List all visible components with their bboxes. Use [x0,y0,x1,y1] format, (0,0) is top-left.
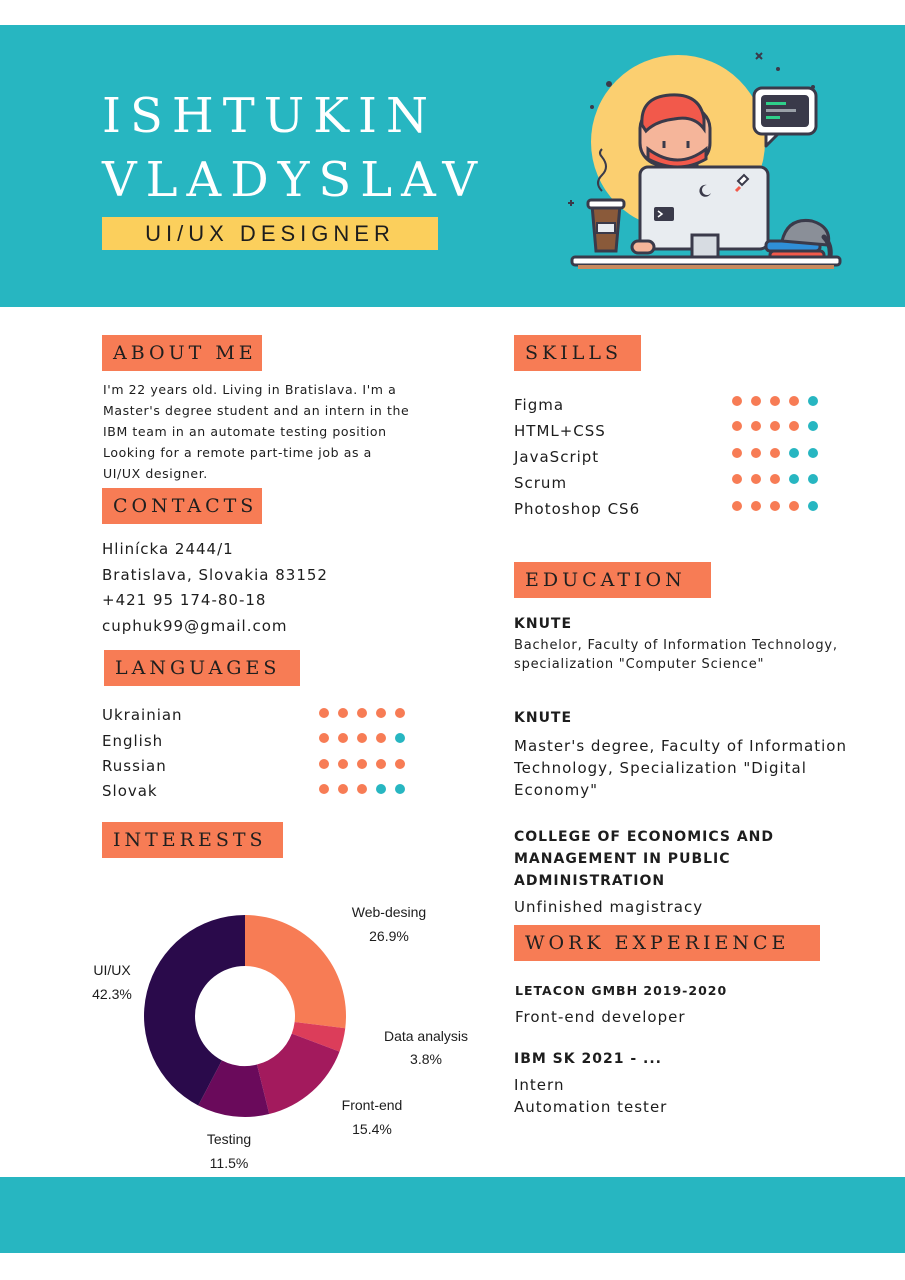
rating-dot-filled [770,474,780,484]
about-text: I'm 22 years old. Living in Bratislava. I'm a Master's degree student and an intern in the IBM team in an automate testing position Looking for a remote part-time job as a UI/UX designer. [103,382,410,481]
skill-name: JavaScript [514,448,600,466]
contacts-title: CONTACTS [102,488,262,524]
rating-dot-filled [357,784,367,794]
skill-rating [732,448,818,458]
rating-dot-filled [770,501,780,511]
role-badge: UI/UX DESIGNER [102,217,438,250]
skill-rating [732,421,818,431]
rating-dot-filled [376,759,386,769]
work-company: IBM SK 2021 - ... [514,1051,662,1067]
rating-dot-filled [789,501,799,511]
rating-dot-empty [808,501,818,511]
chart-category-label: Data analysis [383,1028,469,1044]
contact-address-line1: Hlinícka 2444/1 [102,540,234,558]
rating-dot-filled [770,448,780,458]
education-desc: Technology, Specialization "Digital [514,759,807,777]
chart-category-label: UI/UX [93,962,131,978]
rating-dot-filled [338,759,348,769]
interests-donut-chart [60,880,500,1180]
chart-value-label: 26.9% [369,928,409,944]
rating-dot-filled [732,501,742,511]
education-desc: Master's degree, Faculty of Information [514,737,847,755]
education-desc: Economy" [514,781,598,799]
work-role: Intern [514,1076,565,1094]
language-rating [319,784,405,794]
skill-rating [732,501,818,511]
rating-dot-filled [319,759,329,769]
languages-title: LANGUAGES [104,650,300,686]
rating-dot-filled [395,759,405,769]
chart-category-label: Testing [206,1131,252,1147]
skill-name: HTML+CSS [514,422,606,440]
chart-category-label: Web-desing [351,904,427,920]
rating-dot-filled [357,759,367,769]
education-school: COLLEGE OF ECONOMICS AND [514,829,775,845]
language-name: English [102,732,164,750]
chart-value-label: 42.3% [92,986,132,1002]
rating-dot-empty [808,474,818,484]
footer-band [0,1177,905,1253]
rating-dot-filled [395,708,405,718]
rating-dot-filled [732,448,742,458]
rating-dot-filled [732,421,742,431]
education-desc: specialization "Computer Science" [514,657,765,672]
education-title: EDUCATION [514,562,711,598]
education-desc: Unfinished magistracy [514,898,704,916]
language-rating [319,733,405,743]
rating-dot-filled [338,784,348,794]
education-school: MANAGEMENT IN PUBLIC [514,851,731,867]
language-name: Slovak [102,782,158,800]
rating-dot-empty [789,448,799,458]
rating-dot-filled [751,421,761,431]
rating-dot-filled [751,501,761,511]
chart-category-label: Front-end [341,1097,403,1113]
rating-dot-filled [789,396,799,406]
rating-dot-empty [808,421,818,431]
developer-at-computer-illustration [560,45,850,280]
chart-value-label: 3.8% [410,1051,442,1067]
rating-dot-filled [789,421,799,431]
about-title: ABOUT ME [102,335,262,371]
rating-dot-filled [338,708,348,718]
contact-phone: +421 95 174-80-18 [102,591,267,609]
skill-rating [732,474,818,484]
contact-address-line2: Bratislava, Slovakia 83152 [102,566,328,584]
education-school: KNUTE [514,710,573,726]
skill-name: Figma [514,396,565,414]
skills-title: SKILLS [514,335,641,371]
work-title: WORK EXPERIENCE [514,925,820,961]
rating-dot-empty [808,396,818,406]
skill-name: Photoshop CS6 [514,500,641,518]
last-name: VLADYSLAV [102,152,487,208]
rating-dot-filled [319,733,329,743]
education-school: ADMINISTRATION [514,873,666,889]
chart-value-label: 15.4% [352,1121,392,1137]
rating-dot-filled [357,708,367,718]
rating-dot-empty [808,448,818,458]
language-name: Ukrainian [102,706,183,724]
rating-dot-empty [789,474,799,484]
rating-dot-filled [319,784,329,794]
rating-dot-filled [376,733,386,743]
rating-dot-empty [376,784,386,794]
language-rating [319,759,405,769]
language-name: Russian [102,757,167,775]
language-rating [319,708,405,718]
rating-dot-empty [395,784,405,794]
rating-dot-filled [770,421,780,431]
education-school: KNUTE [514,616,573,632]
rating-dot-empty [395,733,405,743]
work-role: Front-end developer [515,1008,686,1026]
skill-rating [732,396,818,406]
rating-dot-filled [319,708,329,718]
interests-title: INTERESTS [102,822,283,858]
skill-name: Scrum [514,474,568,492]
rating-dot-filled [751,474,761,484]
rating-dot-filled [376,708,386,718]
chart-value-label: 11.5% [209,1155,249,1171]
rating-dot-filled [732,396,742,406]
work-role: Automation tester [514,1098,668,1116]
rating-dot-filled [732,474,742,484]
rating-dot-filled [770,396,780,406]
contact-email: cuphuk99@gmail.com [102,617,288,635]
rating-dot-filled [751,396,761,406]
first-name: ISHTUKIN [102,88,437,144]
rating-dot-filled [357,733,367,743]
rating-dot-filled [751,448,761,458]
donut-slice-web-desing [245,915,346,1028]
education-desc: Bachelor, Faculty of Information Technology, [514,638,838,653]
rating-dot-filled [338,733,348,743]
work-company: LETACON GMBH 2019-2020 [515,983,728,998]
